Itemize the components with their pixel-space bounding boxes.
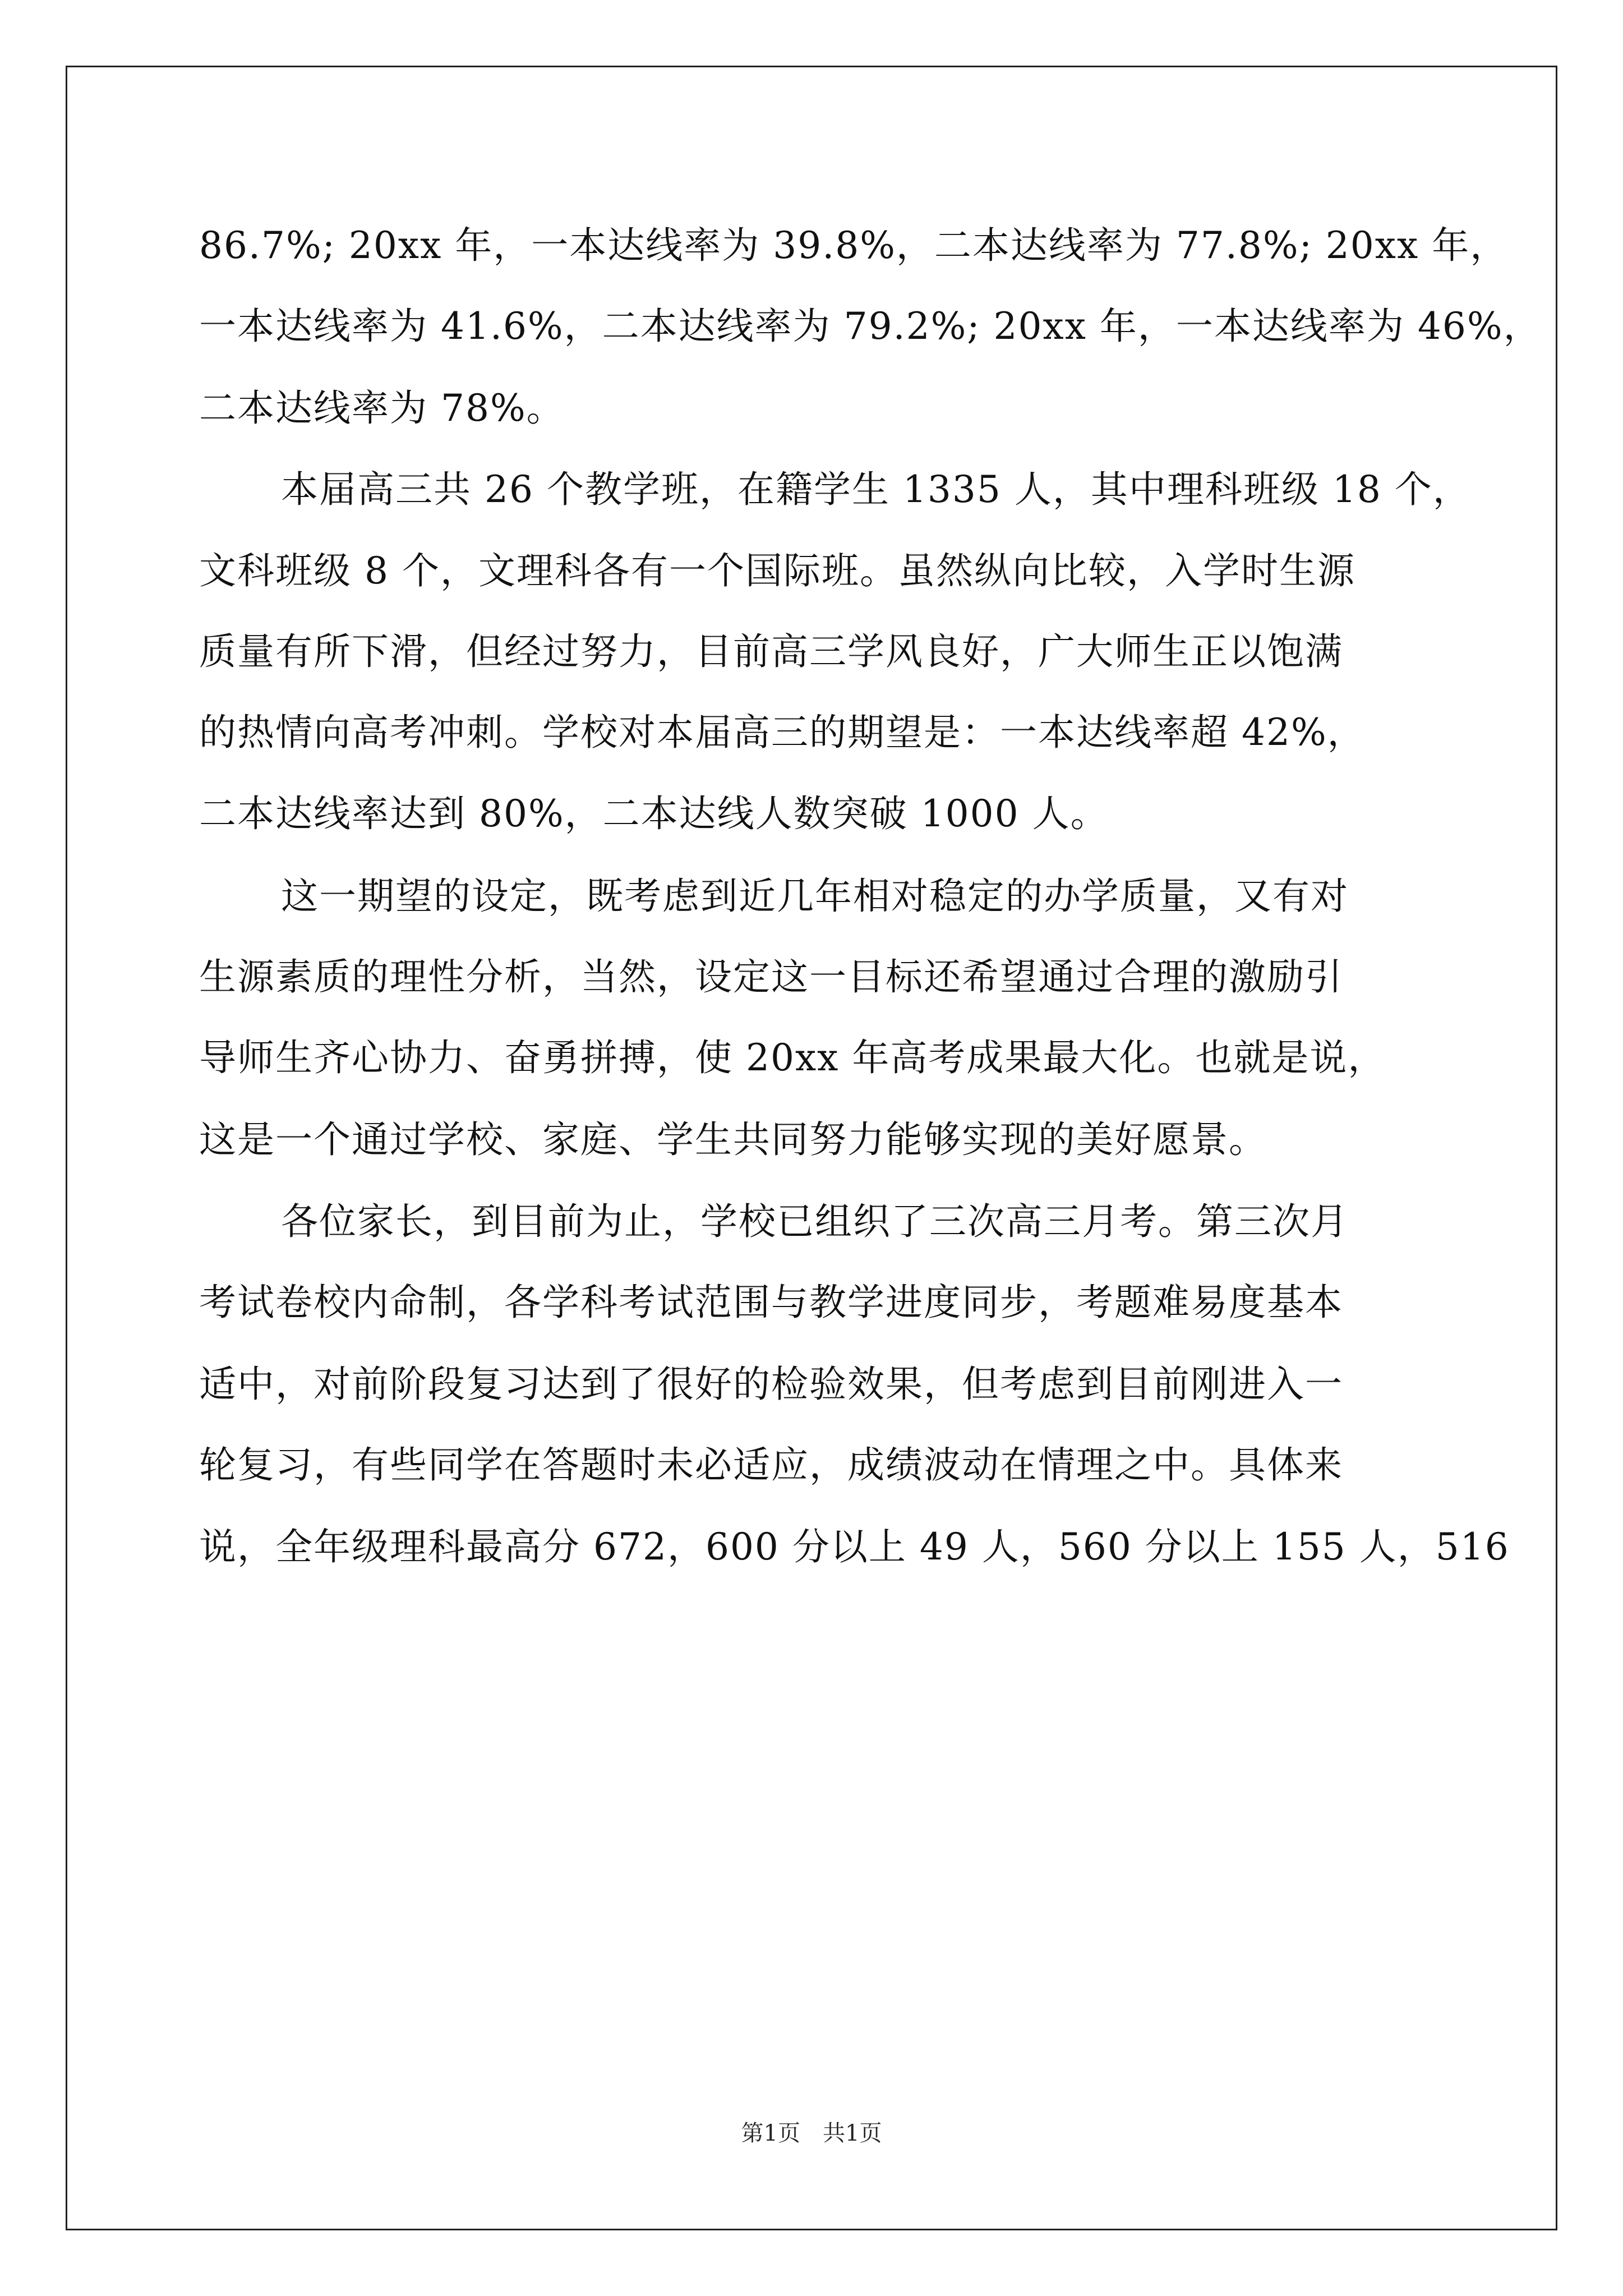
text-line: 考试卷校内命制，各学科考试范围与教学进度同步，考题难易度基本 — [199, 1281, 1343, 1324]
page-number-footer: 第1页 共1页 — [741, 2120, 882, 2146]
text-line: 这是一个通过学校、家庭、学生共同努力能够实现的美好愿景。 — [199, 1118, 1267, 1161]
text-line: 轮复习，有些同学在答题时未必适应，成绩波动在情理之中。具体来 — [199, 1443, 1343, 1487]
text-line: 导师生齐心协力、奋勇拼搏，使 20xx 年高考成果最大化。也就是说， — [199, 1036, 1386, 1079]
text-line: 86.7%; 20xx 年，一本达线率为 39.8%，二本达线率为 77.8%; 20xx 年， — [199, 224, 1509, 267]
text-line: 二本达线率达到 80%，二本达线人数突破 1000 人。 — [199, 792, 1109, 835]
text-line: 的热情向高考冲刺。学校对本届高三的期望是：一本达线率超 42%， — [199, 711, 1366, 754]
text-line: 一本达线率为 41.6%，二本达线率为 79.2%; 20xx 年，一本达线率为 46%， — [199, 305, 1542, 348]
text-line: 文科班级 8 个，文理科各有一个国际班。虽然纵向比较，入学时生源 — [199, 549, 1355, 592]
paragraph-start-line: 这一期望的设定，既考虑到近几年相对稳定的办学质量，又有对 — [281, 875, 1349, 918]
paragraph-start-line: 各位家长，到目前为止，学校已组织了三次高三月考。第三次月 — [281, 1200, 1349, 1243]
text-line: 质量有所下滑，但经过努力，目前高三学风良好，广大师生正以饱满 — [199, 630, 1343, 673]
text-line: 适中，对前阶段复习达到了很好的检验效果，但考虑到目前刚进入一 — [199, 1363, 1343, 1406]
text-line: 二本达线率为 78%。 — [199, 386, 565, 430]
paragraph-start-line: 本届高三共 26 个教学班，在籍学生 1335 人，其中理科班级 18 个， — [281, 468, 1471, 511]
text-line: 生源素质的理性分析，当然，设定这一目标还希望通过合理的激励引 — [199, 955, 1343, 999]
text-line: 说，全年级理科最高分 672，600 分以上 49 人，560 分以上 155 人，516 — [199, 1525, 1510, 1568]
